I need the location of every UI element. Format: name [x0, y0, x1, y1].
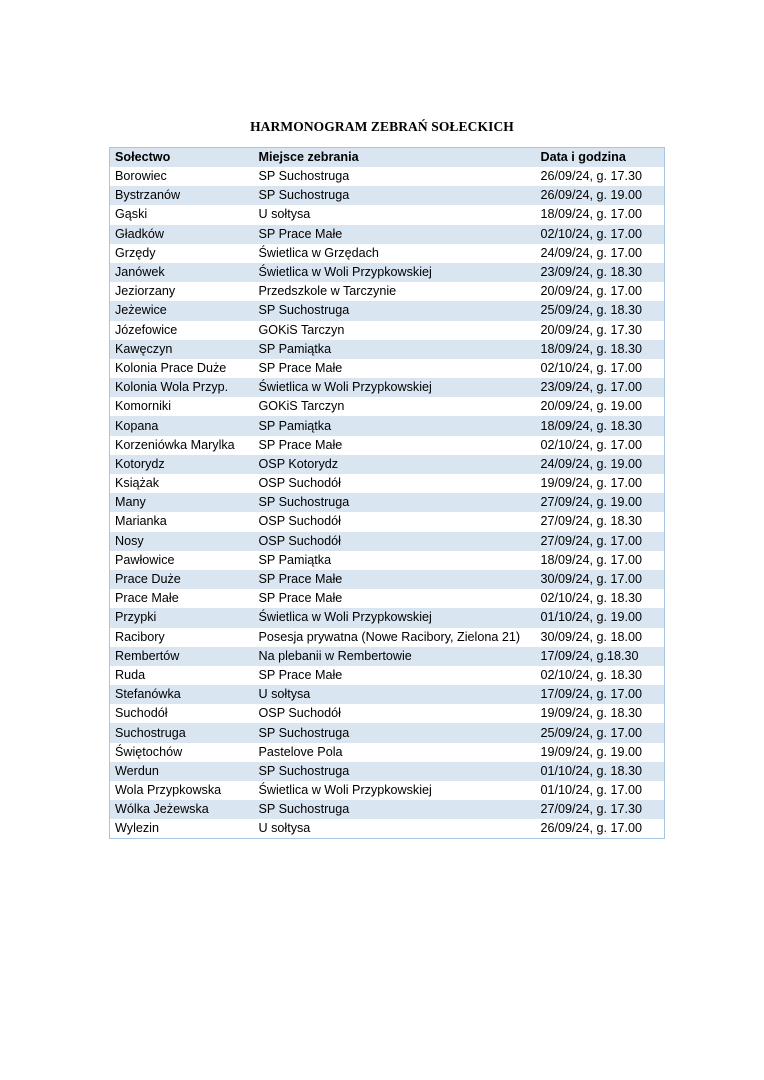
table-row: [110, 244, 665, 263]
cell-solectwo: Suchostruga: [110, 723, 254, 742]
cell-solectwo: Józefowice: [110, 321, 254, 340]
cell-miejsce: SP Suchostruga: [254, 723, 536, 742]
cell-data: 20/09/24, g. 17.00: [536, 282, 665, 301]
table-row: [110, 282, 665, 301]
cell-data: 27/09/24, g. 17.00: [536, 532, 665, 551]
cell-data: 18/09/24, g. 17.00: [536, 551, 665, 570]
cell-solectwo: Gąski: [110, 205, 254, 224]
cell-miejsce: SP Prace Małe: [254, 436, 536, 455]
cell-miejsce: SP Prace Małe: [254, 570, 536, 589]
cell-data: 24/09/24, g. 19.00: [536, 455, 665, 474]
cell-solectwo: Kopana: [110, 416, 254, 435]
cell-solectwo: Prace Małe: [110, 589, 254, 608]
table-row: [110, 493, 665, 512]
cell-data: 02/10/24, g. 17.00: [536, 225, 665, 244]
table-row: [110, 378, 665, 397]
cell-miejsce: Pastelove Pola: [254, 743, 536, 762]
cell-solectwo: Grzędy: [110, 244, 254, 263]
cell-miejsce: SP Suchostruga: [254, 301, 536, 320]
cell-miejsce: SP Suchostruga: [254, 800, 536, 819]
table-row: [110, 819, 665, 839]
cell-data: 26/09/24, g. 17.00: [536, 819, 665, 839]
cell-solectwo: Gładków: [110, 225, 254, 244]
table-row: [110, 301, 665, 320]
table-row: [110, 359, 665, 378]
cell-solectwo: Nosy: [110, 532, 254, 551]
table-row: [110, 704, 665, 723]
cell-miejsce: U sołtysa: [254, 205, 536, 224]
table-row: [110, 628, 665, 647]
cell-miejsce: OSP Suchodół: [254, 512, 536, 531]
cell-miejsce: SP Suchostruga: [254, 186, 536, 205]
cell-miejsce: SP Pamiątka: [254, 416, 536, 435]
cell-solectwo: Komorniki: [110, 397, 254, 416]
cell-data: 27/09/24, g. 19.00: [536, 493, 665, 512]
table-row: [110, 589, 665, 608]
cell-solectwo: Kotorydz: [110, 455, 254, 474]
cell-data: 01/10/24, g. 19.00: [536, 608, 665, 627]
cell-data: 01/10/24, g. 18.30: [536, 762, 665, 781]
cell-solectwo: Świętochów: [110, 743, 254, 762]
cell-data: 27/09/24, g. 17.30: [536, 800, 665, 819]
cell-data: 18/09/24, g. 17.00: [536, 205, 665, 224]
cell-data: 23/09/24, g. 18.30: [536, 263, 665, 282]
cell-data: 25/09/24, g. 18.30: [536, 301, 665, 320]
cell-miejsce: OSP Suchodół: [254, 704, 536, 723]
cell-miejsce: Posesja prywatna (Nowe Racibory, Zielona 21): [254, 628, 536, 647]
cell-data: 20/09/24, g. 17.30: [536, 321, 665, 340]
cell-miejsce: SP Pamiątka: [254, 340, 536, 359]
cell-miejsce: OSP Suchodół: [254, 532, 536, 551]
cell-miejsce: SP Suchostruga: [254, 167, 536, 186]
table-row: [110, 321, 665, 340]
table-row: [110, 455, 665, 474]
cell-data: 01/10/24, g. 17.00: [536, 781, 665, 800]
cell-solectwo: Kawęczyn: [110, 340, 254, 359]
cell-solectwo: Bystrzanów: [110, 186, 254, 205]
cell-data: 18/09/24, g. 18.30: [536, 416, 665, 435]
cell-solectwo: Książak: [110, 474, 254, 493]
cell-solectwo: Prace Duże: [110, 570, 254, 589]
cell-data: 02/10/24, g. 18.30: [536, 666, 665, 685]
cell-data: 17/09/24, g. 17.00: [536, 685, 665, 704]
table-row: [110, 743, 665, 762]
cell-solectwo: Ruda: [110, 666, 254, 685]
cell-solectwo: Jeżewice: [110, 301, 254, 320]
table-row: [110, 397, 665, 416]
cell-data: 23/09/24, g. 17.00: [536, 378, 665, 397]
table-row: [110, 186, 665, 205]
cell-data: 24/09/24, g. 17.00: [536, 244, 665, 263]
table-row: [110, 551, 665, 570]
table-row: [110, 532, 665, 551]
cell-data: 17/09/24, g.18.30: [536, 647, 665, 666]
cell-miejsce: SP Pamiątka: [254, 551, 536, 570]
cell-miejsce: SP Prace Małe: [254, 225, 536, 244]
cell-solectwo: Pawłowice: [110, 551, 254, 570]
table-row: [110, 762, 665, 781]
cell-solectwo: Przypki: [110, 608, 254, 627]
cell-solectwo: Marianka: [110, 512, 254, 531]
cell-solectwo: Racibory: [110, 628, 254, 647]
cell-miejsce: Na plebanii w Rembertowie: [254, 647, 536, 666]
cell-data: 02/10/24, g. 17.00: [536, 359, 665, 378]
table-row: [110, 340, 665, 359]
cell-data: 18/09/24, g. 18.30: [536, 340, 665, 359]
cell-miejsce: GOKiS Tarczyn: [254, 397, 536, 416]
cell-miejsce: U sołtysa: [254, 685, 536, 704]
table-row: [110, 685, 665, 704]
cell-solectwo: Wylezin: [110, 819, 254, 839]
cell-data: 25/09/24, g. 17.00: [536, 723, 665, 742]
column-header-miejsce: Miejsce zebrania: [254, 148, 536, 168]
cell-miejsce: Świetlica w Woli Przypkowskiej: [254, 378, 536, 397]
table-row: [110, 800, 665, 819]
cell-solectwo: Kolonia Wola Przyp.: [110, 378, 254, 397]
cell-miejsce: Przedszkole w Tarczynie: [254, 282, 536, 301]
cell-solectwo: Janówek: [110, 263, 254, 282]
column-header-solectwo: Sołectwo: [110, 148, 254, 168]
cell-miejsce: U sołtysa: [254, 819, 536, 839]
cell-solectwo: Wólka Jeżewska: [110, 800, 254, 819]
table-row: [110, 167, 665, 186]
table-row: [110, 608, 665, 627]
cell-data: 27/09/24, g. 18.30: [536, 512, 665, 531]
cell-data: 19/09/24, g. 18.30: [536, 704, 665, 723]
table-row: [110, 512, 665, 531]
cell-miejsce: Świetlica w Woli Przypkowskiej: [254, 263, 536, 282]
cell-miejsce: Świetlica w Woli Przypkowskiej: [254, 608, 536, 627]
cell-miejsce: OSP Kotorydz: [254, 455, 536, 474]
cell-miejsce: Świetlica w Grzędach: [254, 244, 536, 263]
cell-data: 20/09/24, g. 19.00: [536, 397, 665, 416]
cell-miejsce: Świetlica w Woli Przypkowskiej: [254, 781, 536, 800]
cell-data: 30/09/24, g. 18.00: [536, 628, 665, 647]
table-row: [110, 781, 665, 800]
column-header-data: Data i godzina: [536, 148, 665, 168]
table-header-row: [110, 148, 665, 168]
cell-miejsce: SP Suchostruga: [254, 493, 536, 512]
cell-data: 02/10/24, g. 17.00: [536, 436, 665, 455]
table-row: [110, 416, 665, 435]
cell-data: 26/09/24, g. 17.30: [536, 167, 665, 186]
cell-miejsce: SP Prace Małe: [254, 589, 536, 608]
cell-miejsce: SP Prace Małe: [254, 666, 536, 685]
table-row: [110, 225, 665, 244]
table-row: [110, 263, 665, 282]
cell-solectwo: Borowiec: [110, 167, 254, 186]
table-row: [110, 205, 665, 224]
table-row: [110, 436, 665, 455]
cell-data: 19/09/24, g. 17.00: [536, 474, 665, 493]
cell-solectwo: Jeziorzany: [110, 282, 254, 301]
table-row: [110, 474, 665, 493]
cell-solectwo: Wola Przypkowska: [110, 781, 254, 800]
cell-data: 30/09/24, g. 17.00: [536, 570, 665, 589]
cell-solectwo: Suchodół: [110, 704, 254, 723]
cell-miejsce: SP Suchostruga: [254, 762, 536, 781]
cell-solectwo: Rembertów: [110, 647, 254, 666]
cell-miejsce: SP Prace Małe: [254, 359, 536, 378]
cell-miejsce: OSP Suchodół: [254, 474, 536, 493]
cell-solectwo: Werdun: [110, 762, 254, 781]
cell-solectwo: Stefanówka: [110, 685, 254, 704]
cell-solectwo: Korzeniówka Marylka: [110, 436, 254, 455]
schedule-table: [109, 147, 665, 839]
table-row: [110, 666, 665, 685]
cell-solectwo: Many: [110, 493, 254, 512]
document-title: HARMONOGRAM ZEBRAŃ SOŁECKICH: [250, 119, 514, 134]
table-row: [110, 723, 665, 742]
cell-miejsce: GOKiS Tarczyn: [254, 321, 536, 340]
cell-data: 02/10/24, g. 18.30: [536, 589, 665, 608]
cell-solectwo: Kolonia Prace Duże: [110, 359, 254, 378]
cell-data: 26/09/24, g. 19.00: [536, 186, 665, 205]
table-row: [110, 570, 665, 589]
table-row: [110, 647, 665, 666]
cell-data: 19/09/24, g. 19.00: [536, 743, 665, 762]
